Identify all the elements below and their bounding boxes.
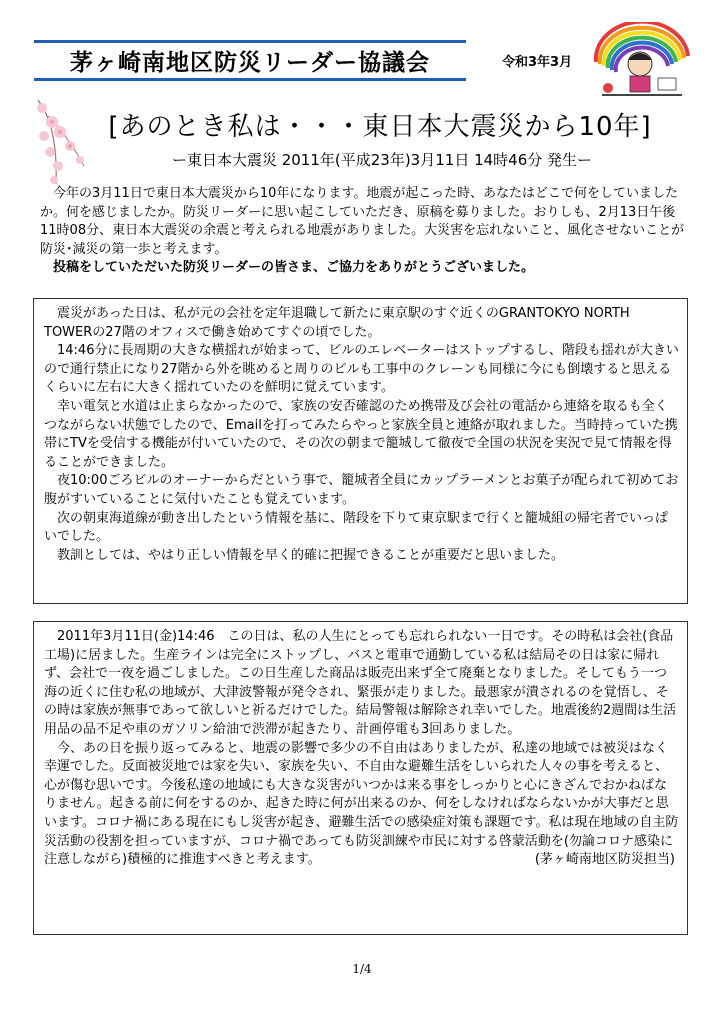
cherry-blossom-icon: [28, 96, 98, 186]
issue-date: 令和3年3月: [502, 55, 573, 70]
intro-section: [40, 185, 690, 278]
essay-box-2: [33, 621, 688, 935]
essay2-paragraph: 今、あの日を振り返ってみると、地震の影響で多少の不自由はありましたが、私達の地域では被災はなく幸運でした。反面被災地では家を失い、家族を失い、不自由な避難生活をしいられた人々の事を考えると、心が傷む思いです。今後私達の地域にも大きな災害がいつかは来る事をしっかりと心にきざんでおかねばなりません。起きる前に何をするのか、起きた時に何が出来るのか、何をしなければならないかが大事だと思います。コロナ禍にある現在にもし災害が起き、避難生活での感染症対策も課題です。私は現在地域の自主防災活動の役割を担っていますが、コロナ禍であっても防災訓練や市民に対する啓蒙活動を(勿論コロナ感染に注意しながら)積極的に推進すべきと考えます。: [44, 740, 679, 868]
thanks-line: 投稿をしていただいた防災リーダーの皆さま、ご協力をありがとうございました。: [53, 260, 535, 276]
essay1-paragraph: 14:46分に長周期の大きな横揺れが始まって、ビルのエレベーターはストップするし、階段も揺れが大きいので通行禁止になり27階から外を眺めると周りのビルも工事中のクレーンも同様に今にも倒壊すると思えるくらいに左右に大きく揺れていたのを鮮明に覚えています。: [44, 343, 679, 396]
essay1-paragraph: 教訓としては、やはり正しい情報を早く的確に把握できることが重要だと思いました。: [57, 547, 565, 563]
headline: [あのとき私は・・・東日本大震災から10年]: [108, 112, 652, 142]
essay1-paragraph: 次の朝東海道線が動き出したという情報を基に、階段を下りて東京駅まで行くと籠城組の帰宅者でいっぱいでした。: [44, 510, 669, 545]
organization-title: 茅ヶ崎南地区防災リーダー協議会: [34, 40, 466, 81]
intro-paragraph: 今年の3月11日で東日本大震災から10年になります。地震が起こった時、あなたはどこで何をしていましたか。何を感じましたか。防災リーダーに思い起こしていただき、原稿を募りました。おりしも、2月13日午後11時08分、東日本大震災の余震と考えられる地震がありました。大災害を忘れないこと、風化させないことが防災･減災の第一歩と考えます。: [40, 186, 685, 257]
essay1-paragraph: 夜10:00ごろビルのオーナーからだという事で、籠城者全員にカップラーメンとお菓子が配られて初めてお腹がすいていることに気付いたことも覚えています。: [44, 473, 679, 507]
subheadline: ー東日本大震災 2011年(平成23年)3月11日 14時46分 発生ー: [171, 151, 593, 169]
page-number: 1/4: [352, 962, 372, 976]
rainbow-mascot-logo-icon: [588, 22, 696, 102]
essay1-paragraph: 幸い電気と水道は止まらなかったので、家族の安否確認のため携帯及び会社の電話から連絡を取るも全くつながらない状態でしたので、Emailを打ってみたらやっと家族全員と連絡が取れました。当時持っていた携帯にTVを受信する機能が付いていたので、その次の朝まで籠城して徹夜で全国の状況を実況で見て情報を得ることができました。: [44, 398, 678, 470]
essay1-paragraph: 震災があった日は、私が元の会社を定年退職して新たに東京駅のすぐ近くのGRANTOKYO NORTH TOWERの27階のオフィスで働き始めてすぐの頃でした。: [44, 306, 630, 340]
essay-box-1: [33, 298, 688, 604]
essay2-byline: (茅ヶ崎南地区防災担当): [534, 852, 675, 868]
essay2-paragraph: 2011年3月11日(金)14:46 この日は、私の人生にとっても忘れられない一日です。その時私は会社(食品工場)に居ました。生産ラインは完全にストップし、バスと電車で通勤している私は結局その日は家に帰れず、会社で一夜を過ごしました。この日生産した商品は販売出来ず全て廃棄となりました。そしてもう一つ海の近くに住む私の地域が、大津波警報が発令され、緊張が走りました。最悪家が潰されるのを覚悟し、その時は家族が無事であって欲しいと祈るだけでした。結局警報は解除され幸いでした。地震後約2週間は生活用品の品不足や車のガソリン給油で渋滞が起きたり、計画停電も3回ありました。: [44, 629, 677, 737]
